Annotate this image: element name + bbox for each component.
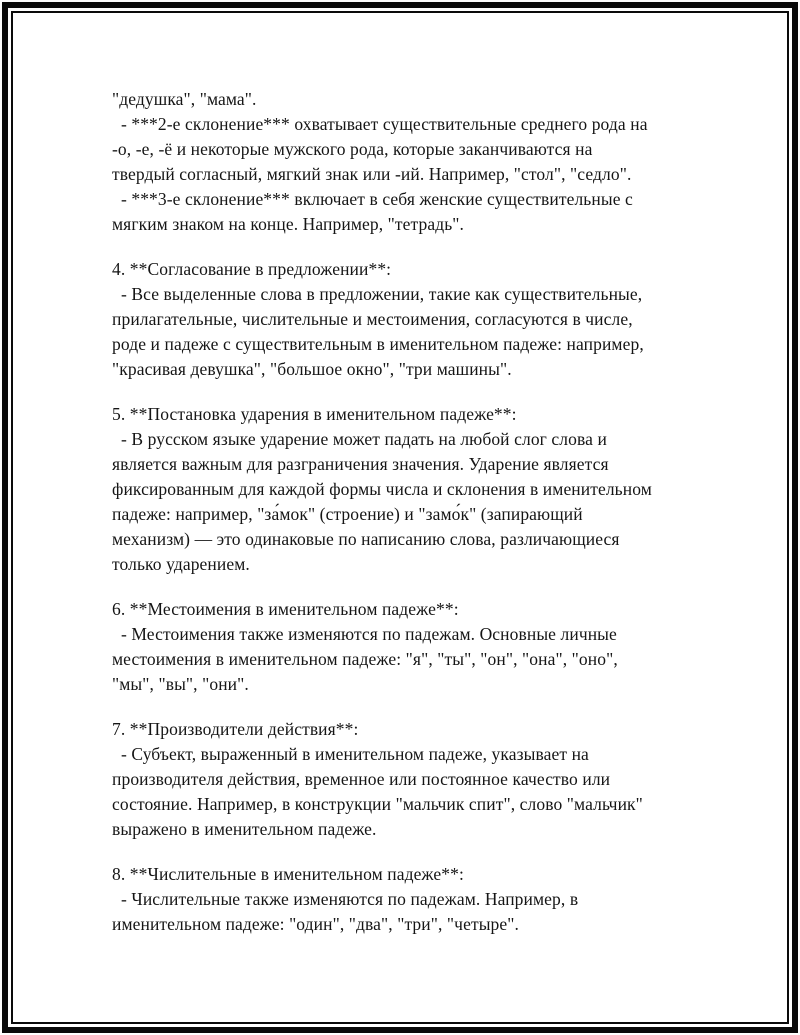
text-line: 5. **Постановка ударения в именительном падеже**:	[112, 404, 517, 424]
text-line: 4. **Согласование в предложении**:	[112, 259, 392, 279]
paragraph-block	[112, 717, 707, 842]
paragraph-block	[112, 257, 707, 382]
text-line: только ударением.	[112, 554, 250, 574]
document-page	[13, 13, 787, 1022]
page-outer-frame	[2, 2, 798, 1033]
text-line: - ***2-е склонение*** охватывает существительные среднего рода на	[112, 114, 648, 134]
text-line: состояние. Например, в конструкции "мальчик спит", слово "мальчик"	[112, 794, 643, 814]
text-line: -о, -е, -ё и некоторые мужского рода, которые заканчиваются на	[112, 139, 593, 159]
paragraph-block	[112, 402, 707, 577]
text-line: именительном падеже: "один", "два", "три", "четыре".	[112, 914, 519, 934]
text-line: - Все выделенные слова в предложении, такие как существительные,	[112, 284, 643, 304]
text-line: прилагательные, числительные и местоимения, согласуются в числе,	[112, 309, 633, 329]
text-line: 6. **Местоимения в именительном падеже**:	[112, 599, 459, 619]
text-line: фиксированным для каждой формы числа и склонения в именительном	[112, 479, 652, 499]
text-line: выражено в именительном падеже.	[112, 819, 377, 839]
text-line: механизм) — это одинаковые по написанию слова, различающиеся	[112, 529, 620, 549]
paragraph-block	[112, 862, 707, 937]
document-text	[112, 87, 707, 937]
paragraph-block	[112, 597, 707, 697]
text-line: - ***3-е склонение*** включает в себя женские существительные с	[112, 189, 633, 209]
text-line: "мы", "вы", "они".	[112, 674, 249, 694]
text-line: падеже: например, "за́мок" (строение) и "замо́к" (запирающий	[112, 504, 583, 524]
text-line: 8. **Числительные в именительном падеже**:	[112, 864, 464, 884]
text-line: - В русском языке ударение может падать на любой слог слова и	[112, 429, 607, 449]
text-line: местоимения в именительном падеже: "я", "ты", "он", "она", "оно",	[112, 649, 618, 669]
text-line: мягким знаком на конце. Например, "тетрадь".	[112, 214, 464, 234]
text-line: - Местоимения также изменяются по падежам. Основные личные	[112, 624, 617, 644]
text-line: твердый согласный, мягкий знак или -ий. Например, "стол", "седло".	[112, 164, 632, 184]
paragraph-block	[112, 87, 707, 237]
text-line: роде и падеже с существительным в именительном падеже: например,	[112, 334, 644, 354]
text-line: является важным для разграничения значения. Ударение является	[112, 454, 609, 474]
text-line: - Субъект, выраженный в именительном падеже, указывает на	[112, 744, 589, 764]
text-line: производителя действия, временное или постоянное качество или	[112, 769, 611, 789]
page-inner-frame	[11, 11, 789, 1024]
text-line: "дедушка", "мама".	[112, 89, 257, 109]
text-line: "красивая девушка", "большое окно", "три машины".	[112, 359, 512, 379]
text-line: - Числительные также изменяются по падежам. Например, в	[112, 889, 579, 909]
text-line: 7. **Производители действия**:	[112, 719, 359, 739]
